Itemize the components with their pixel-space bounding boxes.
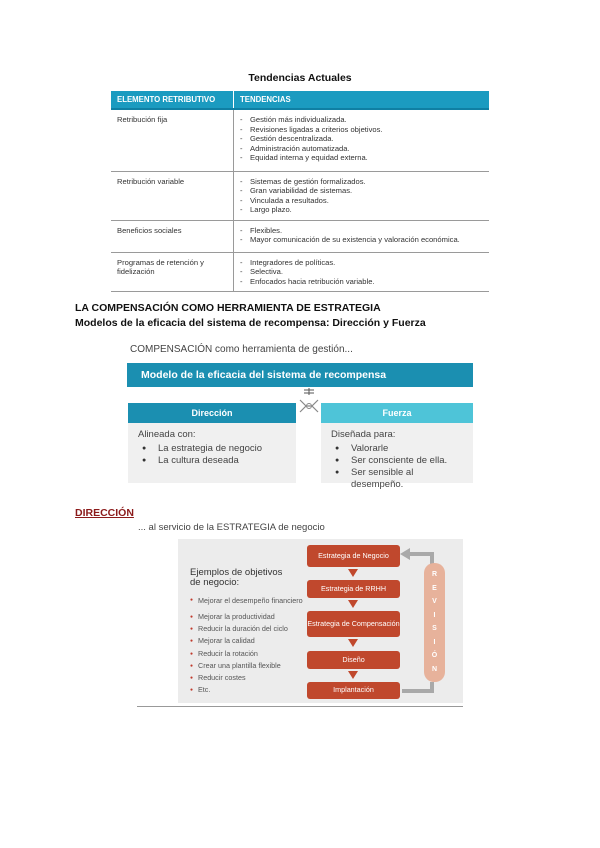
element-cell: Retribución variable [111, 171, 234, 220]
element-cell: Beneficios sociales [111, 220, 234, 252]
trend-item: - Gestión descentralizada. [250, 134, 483, 144]
flow-step-estrategia-negocio: Estrategia de Negocio [307, 545, 400, 567]
scale-icon [296, 386, 322, 422]
trend-item: - Revisiones ligadas a criterios objetivos. [250, 125, 483, 135]
flow-step-estrategia-rrhh: Estrategia de RRHH [307, 580, 400, 598]
example-item: ● Crear una plantilla flexible [190, 660, 308, 672]
revision-letter: S [432, 625, 437, 633]
trend-item: - Sistemas de gestión formalizados. [250, 177, 483, 187]
arrow-down-icon [348, 671, 358, 679]
arrow-down-icon [348, 639, 358, 647]
trend-item: - Vinculada a resultados. [250, 196, 483, 206]
direccion-heading: DIRECCIÓN [75, 507, 134, 519]
table-row [111, 220, 489, 252]
trend-item: - Largo plazo. [250, 205, 483, 215]
example-item: ● Mejorar el desempeño financiero [190, 596, 308, 605]
trend-item: - Mayor comunicación de su existencia y valoración económica. [250, 235, 483, 245]
trend-item: - Selectiva. [250, 267, 483, 277]
trend-item: - Enfocados hacia retribución variable. [250, 277, 483, 287]
fuerza-box [321, 423, 473, 490]
arrow-down-icon [348, 569, 358, 577]
example-item: ● Reducir la rotación [190, 648, 308, 660]
revision-letter: I [433, 638, 436, 646]
revision-bar [424, 563, 445, 682]
example-item: ● Mejorar la calidad [190, 635, 308, 647]
flow-step-diseno: Diseño [307, 651, 400, 669]
table-header-row [111, 91, 489, 109]
trend-item: - Gran variabilidad de sistemas. [250, 186, 483, 196]
fuerza-item: ● Ser sensible al desempeño. [343, 467, 463, 491]
flow-step-implantacion: Implantación [307, 682, 400, 699]
model-caption: COMPENSACIÓN como herramienta de gestión... [130, 344, 353, 355]
trend-item: - Gestión más individualizada. [250, 115, 483, 125]
direccion-box [128, 423, 296, 483]
revision-letter: N [431, 665, 438, 673]
section-subheading: Modelos de la eficacia del sistema de recompensa: Dirección y Fuerza [75, 317, 426, 329]
trend-item: - Administración automatizada. [250, 144, 483, 154]
trends-cell [234, 220, 490, 252]
table-row [111, 109, 489, 171]
revision-letter: I [433, 611, 436, 619]
examples-list [190, 596, 308, 696]
table-row [111, 171, 489, 220]
table-header: ELEMENTO RETRIBUTIVO [111, 91, 234, 109]
table-row [111, 252, 489, 292]
trend-item: - Flexibles. [250, 226, 483, 236]
element-cell: Retribución fija [111, 109, 234, 171]
revision-letter: V [432, 598, 437, 606]
fuerza-header: Fuerza [321, 403, 473, 423]
revision-letter: Ó [431, 652, 438, 660]
example-item: ● Mejorar la productividad [190, 611, 308, 623]
figure-divider [137, 706, 463, 707]
revision-letter: R [431, 571, 438, 578]
revision-letter: E [432, 584, 437, 592]
trends-table [111, 91, 489, 292]
arrow-down-icon [348, 600, 358, 608]
model-banner: Modelo de la eficacia del sistema de recompensa [127, 363, 473, 387]
direccion-item: ● La cultura deseada [150, 455, 286, 467]
fuerza-item: ● Ser consciente de ella. [343, 455, 463, 467]
trend-item: - Integradores de políticas. [250, 258, 483, 268]
example-item: ● Reducir costes [190, 672, 308, 684]
document-title: Tendencias Actuales [248, 72, 352, 84]
strategy-caption: ... al servicio de la ESTRATEGIA de negocio [138, 522, 325, 533]
element-cell: Programas de retención y fidelización [111, 252, 234, 292]
fuerza-intro: Diseñada para: [331, 429, 396, 440]
trend-item: - Equidad interna y equidad externa. [250, 153, 483, 163]
examples-title: Ejemplos de objetivos de negocio: [190, 567, 283, 588]
direccion-header: Dirección [128, 403, 296, 423]
example-item: ● Reducir la duración del ciclo [190, 623, 308, 635]
example-item: ● Etc. [190, 684, 308, 696]
trends-cell [234, 252, 490, 292]
direccion-intro: Alineada con: [138, 429, 196, 440]
trends-cell [234, 109, 490, 171]
fuerza-item: ● Valorarle [343, 443, 463, 455]
flow-step-estrategia-compensacion: Estrategia de Compensación [307, 611, 400, 637]
section-heading: LA COMPENSACIÓN COMO HERRAMIENTA DE ESTRATEGIA [75, 302, 381, 314]
table-header: TENDENCIAS [234, 91, 490, 109]
trends-cell [234, 171, 490, 220]
direccion-item: ● La estrategia de negocio [150, 443, 286, 455]
